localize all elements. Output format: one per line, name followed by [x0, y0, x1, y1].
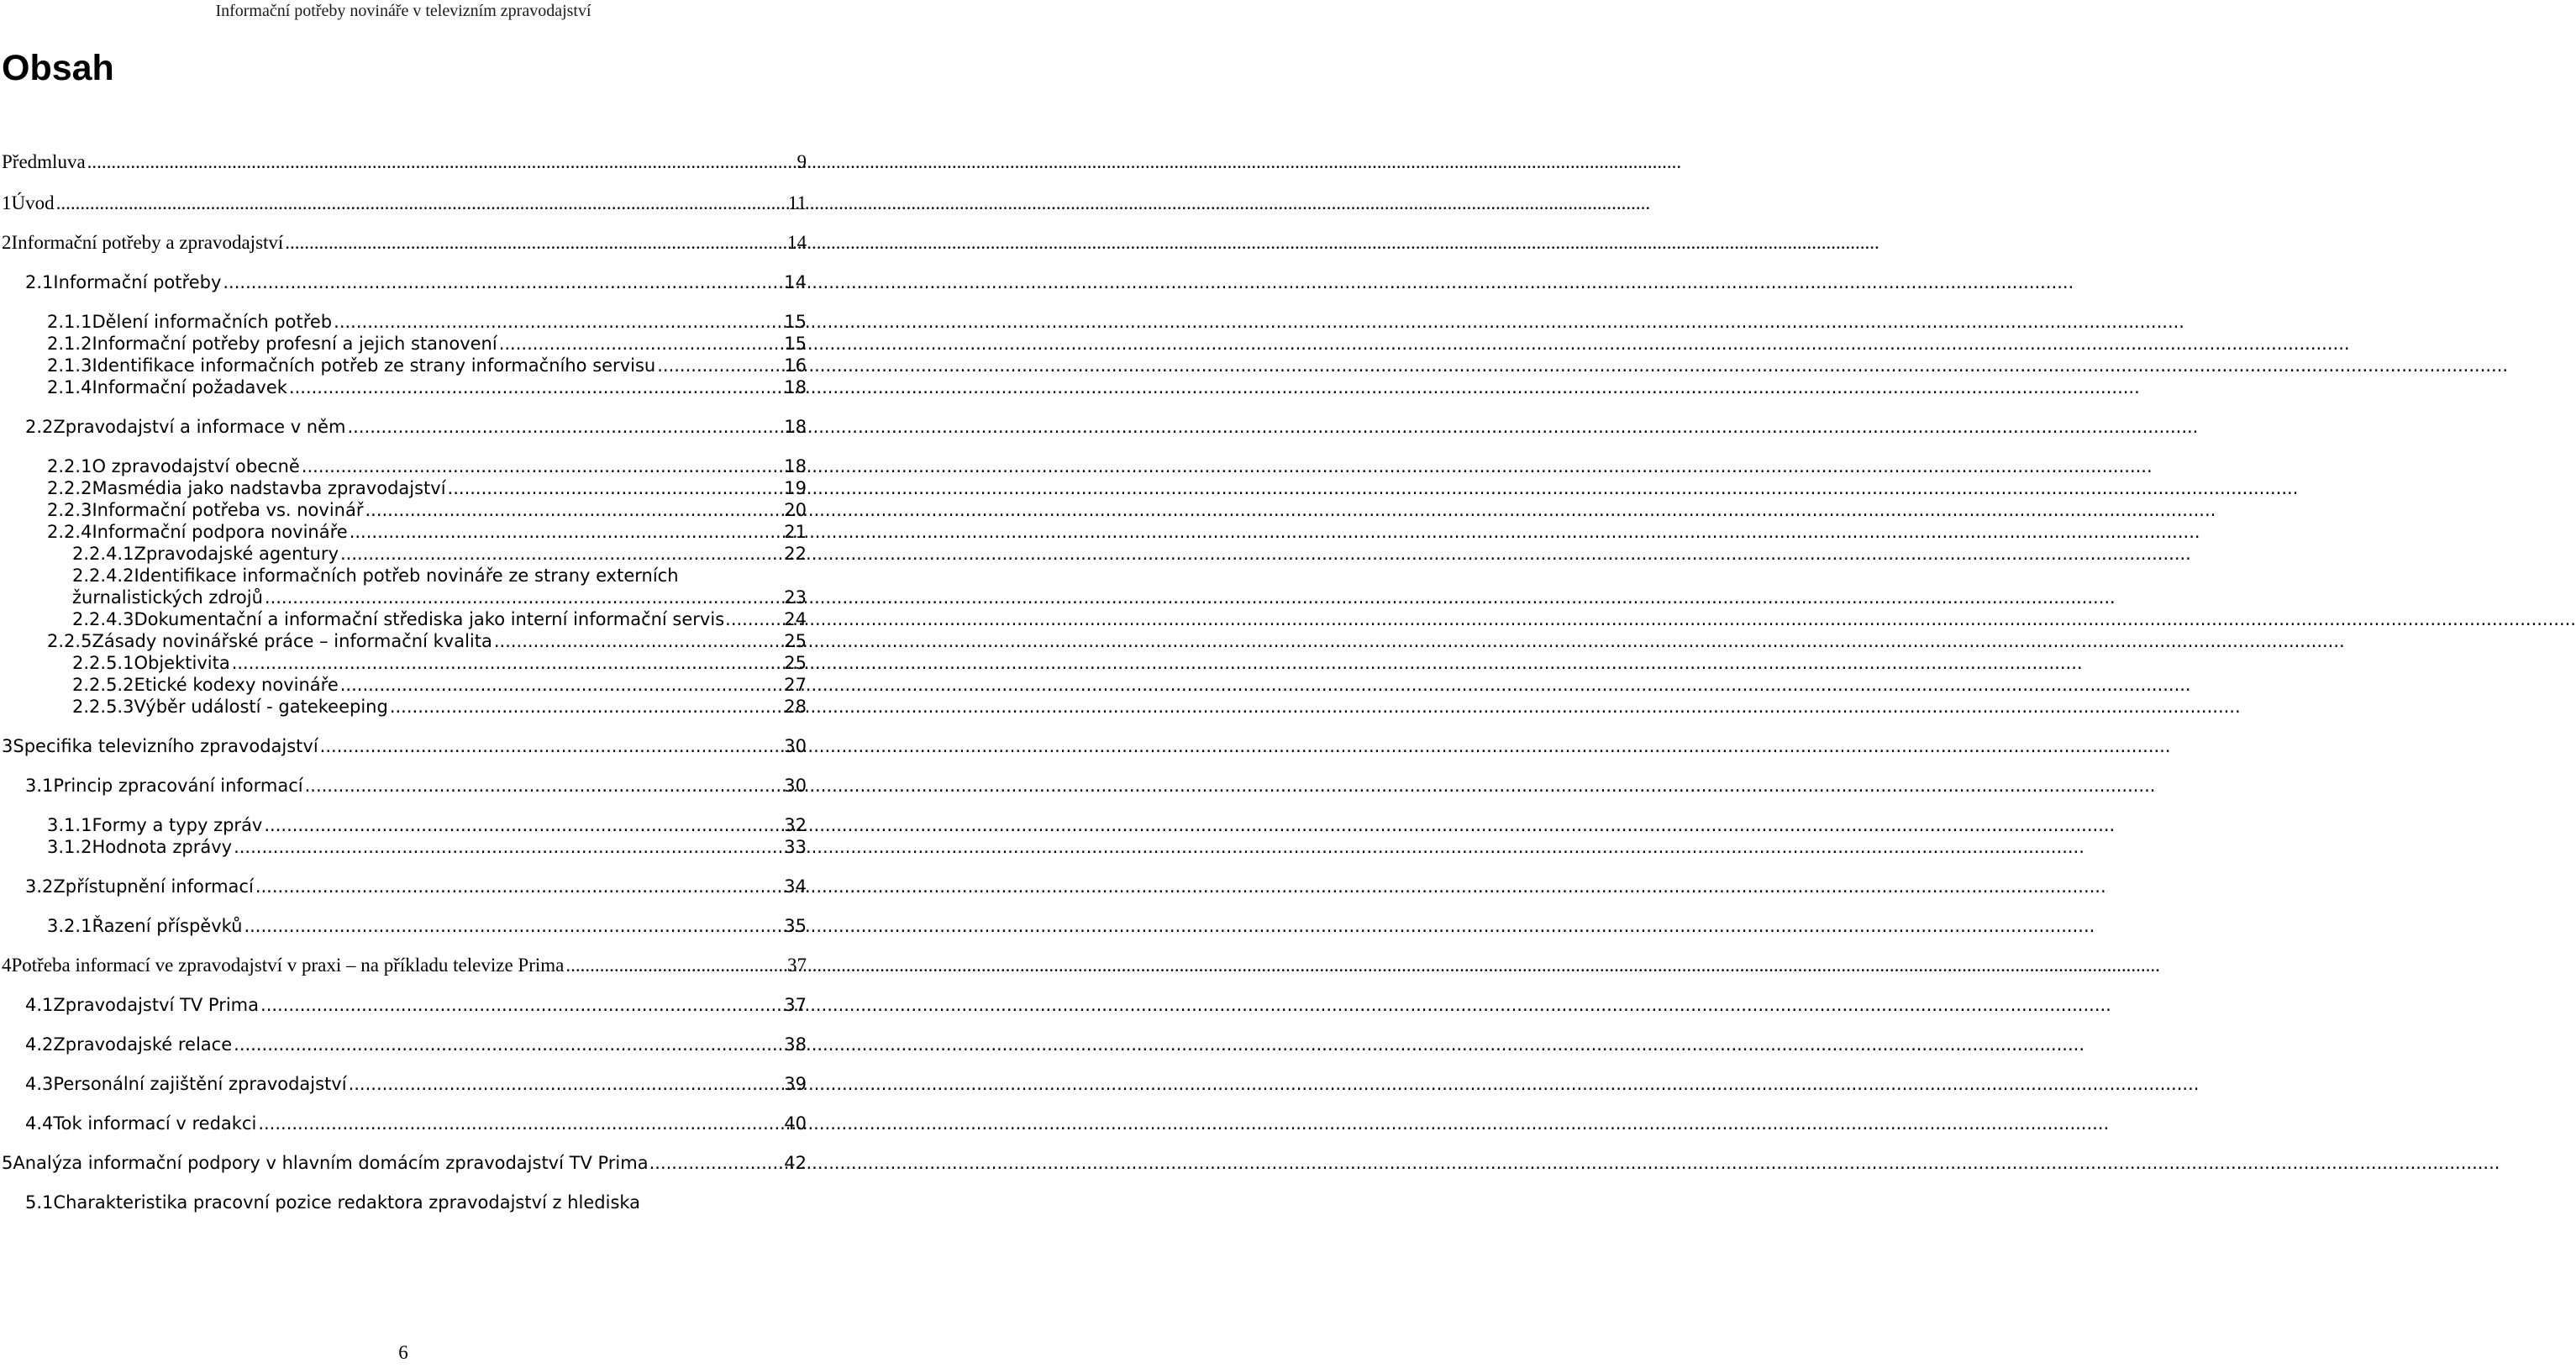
toc-entry-number: 5	[2, 1153, 13, 1173]
toc-entry-number: 2.2.1	[47, 456, 92, 476]
toc-entry-number: 4.1	[25, 995, 54, 1015]
toc-entry-number: 2.2	[25, 417, 54, 437]
toc-entry-page: 37	[787, 955, 807, 976]
toc-entry[interactable]	[47, 836, 807, 858]
toc-entry-label: Charakteristika pracovní pozice redaktora zpravodajství z hlediska	[53, 1192, 641, 1213]
toc-entry[interactable]	[47, 455, 807, 477]
toc-entry[interactable]	[47, 333, 807, 355]
toc-entry[interactable]	[47, 915, 807, 937]
toc-entry-number: 2.2.5.2	[72, 675, 134, 695]
toc-entry-number: 2.1.1	[47, 312, 92, 332]
toc-entry-number: 1	[2, 192, 12, 213]
dot-leader	[499, 333, 783, 355]
dot-leader	[223, 271, 782, 293]
toc-entry[interactable]	[25, 416, 807, 438]
toc-entry-page: 9	[796, 151, 807, 172]
toc-entry-label: Zpřístupnění informací	[53, 876, 254, 897]
toc-entry-label: Úvod	[11, 192, 55, 213]
dot-leader	[390, 696, 782, 718]
toc-entry[interactable]	[72, 674, 807, 696]
toc-entry-label: Formy a typy zpráv	[92, 815, 263, 835]
toc-entry[interactable]	[25, 876, 807, 897]
toc-entry[interactable]	[72, 543, 807, 565]
toc-entry-page: 35	[784, 916, 807, 936]
toc-entry-label: Identifikace informačních potřeb novináře ze strany externích	[134, 566, 679, 586]
dot-leader	[565, 955, 786, 976]
toc-entry-page: 30	[784, 736, 807, 756]
toc-entry-page: 15	[784, 334, 807, 354]
toc-entry-page: 42	[784, 1153, 807, 1173]
toc-entry-page: 40	[784, 1113, 807, 1134]
dot-leader	[320, 735, 783, 757]
toc-entry-number: 2.1	[25, 272, 54, 292]
toc-entry[interactable]	[72, 608, 807, 630]
dot-leader	[494, 630, 782, 652]
toc-entry-number: 2.1.4	[47, 377, 92, 397]
toc-entry-first-line[interactable]	[72, 565, 679, 587]
toc-entry-label: Informační potřeby	[53, 272, 222, 292]
toc-entry-number: 2.2.4	[47, 522, 92, 542]
toc-entry[interactable]	[47, 355, 807, 376]
page-title: Obsah	[2, 48, 114, 88]
dot-leader	[348, 416, 783, 438]
dot-leader	[340, 543, 782, 565]
toc-entry-number: 3.1.1	[47, 815, 92, 835]
toc-entry-label: Informační potřeby a zpravodajství	[11, 232, 284, 253]
toc-entry-number: 4.4	[25, 1113, 54, 1134]
toc-entry[interactable]	[47, 376, 807, 398]
dot-leader	[340, 674, 783, 696]
toc-entry[interactable]	[25, 775, 807, 797]
toc-entry[interactable]	[25, 271, 807, 293]
dot-leader	[657, 355, 782, 376]
toc-entry-label: Princip zpracování informací	[53, 776, 303, 796]
toc-entry-label: Tok informací v redakci	[53, 1113, 257, 1134]
toc-entry-label: Analýza informační podpory v hlavním domácím zpravodajství TV Prima	[13, 1153, 649, 1173]
toc-entry-page: 19	[784, 478, 807, 498]
toc-entry-page: 16	[784, 355, 807, 376]
toc-entry-label: Informační požadavek	[92, 377, 287, 397]
dot-leader	[349, 1073, 783, 1095]
toc-entry-number: 2.2.3	[47, 500, 92, 520]
toc-entry-page: 37	[784, 995, 807, 1015]
toc-entry-number: 3.1.2	[47, 837, 92, 857]
toc-entry-page: 11	[787, 192, 807, 213]
toc-entry-page: 24	[784, 609, 807, 629]
toc-entry-page: 18	[784, 456, 807, 476]
toc-entry-number: 2.2.5.1	[72, 653, 134, 673]
toc-entry[interactable]	[47, 521, 807, 543]
dot-leader	[255, 876, 782, 897]
toc-entry-label: Informační potřeby profesní a jejich stanovení	[92, 334, 497, 354]
toc-entry-page: 21	[784, 522, 807, 542]
toc-entry[interactable]	[2, 955, 807, 976]
toc-entry-number: 2.2.4.1	[72, 544, 134, 564]
dot-leader	[232, 652, 783, 674]
toc-entry-page: 20	[784, 500, 807, 520]
toc-entry-number: 4	[2, 955, 12, 976]
toc-entry-number: 5.1	[25, 1192, 54, 1213]
dot-leader	[725, 608, 783, 630]
dot-leader	[448, 477, 783, 499]
toc-entry[interactable]	[25, 1034, 807, 1055]
toc-entry-number: 2	[2, 232, 12, 253]
toc-entry-number: 2.2.4.3	[72, 609, 134, 629]
toc-entry-label: Objektivita	[134, 653, 230, 673]
toc-entry-number: 2.2.5	[47, 631, 92, 651]
toc-entry-label: Hodnota zprávy	[92, 837, 233, 857]
toc-entry-label-continued: žurnalistických zdrojů	[72, 587, 263, 608]
dot-leader	[265, 587, 782, 608]
toc-entry-label: Masmédia jako nadstavba zpravodajství	[92, 478, 446, 498]
toc-entry[interactable]	[25, 994, 807, 1016]
toc-entry-number: 2.2.5.3	[72, 697, 134, 717]
toc-entry-label: Personální zajištění zpravodajství	[53, 1074, 347, 1094]
toc-entry-number: 4.2	[25, 1034, 54, 1055]
toc-entry[interactable]	[25, 1192, 640, 1213]
toc-entry-label: Informační potřeba vs. novinář	[92, 500, 364, 520]
dot-leader	[350, 521, 783, 543]
toc-entry-label: Potřeba informací ve zpravodajství v praxi – na příkladu televize Prima	[11, 955, 565, 976]
toc-entry-label: Identifikace informačních potřeb ze strany informačního servisu	[92, 355, 656, 376]
toc-entry[interactable]	[25, 1073, 807, 1095]
running-header: Informační potřeby novináře v televizním zpravodajství	[215, 2, 591, 20]
toc-entry[interactable]	[2, 192, 807, 214]
dot-leader	[234, 1034, 782, 1055]
toc-entry-label: Výběr událostí - gatekeeping	[134, 697, 388, 717]
dot-leader	[264, 814, 782, 836]
toc-entry-number: 3.2.1	[47, 916, 92, 936]
toc-entry[interactable]	[2, 151, 807, 173]
dot-leader	[258, 1113, 782, 1134]
toc-entry-page: 18	[784, 377, 807, 397]
toc-entry-page: 22	[784, 544, 807, 564]
toc-entry-label: Dělení informačních potřeb	[92, 312, 333, 332]
dot-leader	[56, 192, 786, 214]
toc-entry-page: 14	[784, 272, 807, 292]
toc-entry-number: 2.1.2	[47, 334, 92, 354]
toc-entry[interactable]	[47, 311, 807, 333]
toc-entry-page: 30	[784, 776, 807, 796]
dot-leader	[234, 836, 782, 858]
toc-entry-number: 2.2.4.2	[72, 566, 134, 586]
toc-entry-page: 28	[784, 697, 807, 717]
toc-entry-page: 32	[784, 815, 807, 835]
toc-entry-label: Informační podpora novináře	[92, 522, 348, 542]
toc-entry-label: Zpravodajství TV Prima	[53, 995, 260, 1015]
toc-entry[interactable]	[47, 499, 807, 521]
dot-leader	[289, 376, 782, 398]
toc-entry-label: Dokumentační a informační střediska jako interní informační servis	[134, 609, 725, 629]
toc-entry[interactable]	[47, 814, 807, 836]
toc-entry[interactable]	[47, 630, 807, 652]
toc-entry-label: Zpravodajství a informace v něm	[53, 417, 346, 437]
toc-entry-page: 23	[784, 587, 807, 608]
toc-entry-label: Specifika televizního zpravodajství	[13, 736, 318, 756]
toc-entry-number: 2.1.3	[47, 355, 92, 376]
toc-entry-number: 4.3	[25, 1074, 54, 1094]
toc-entry[interactable]	[2, 232, 807, 254]
toc-entry-number: 3.2	[25, 876, 54, 897]
dot-leader	[334, 311, 782, 333]
dot-leader	[244, 915, 782, 937]
toc-entry-number: 2.2.2	[47, 478, 92, 498]
dot-leader	[87, 151, 796, 173]
toc-entry-page: 38	[784, 1034, 807, 1055]
page-number: 6	[398, 1342, 408, 1363]
toc-entry-page: 25	[784, 631, 807, 651]
toc-entry-label: O zpravodajství obecně	[92, 456, 300, 476]
toc-entry[interactable]	[2, 735, 807, 757]
toc-entry-label: Zpravodajské agentury	[134, 544, 339, 564]
dot-leader	[649, 1152, 784, 1174]
toc-entry-page: 18	[784, 417, 807, 437]
toc-entry-number: 3	[2, 736, 13, 756]
toc-entry-label: Předmluva	[2, 151, 86, 172]
toc-entry[interactable]	[72, 652, 807, 674]
toc-entry-label: Řazení příspěvků	[92, 916, 243, 936]
toc-entry-number: 3.1	[25, 776, 54, 796]
dot-leader	[365, 499, 782, 521]
toc-entry[interactable]	[2, 1152, 807, 1174]
toc-entry-page: 33	[784, 837, 807, 857]
toc-entry-page: 27	[784, 675, 807, 695]
dot-leader	[302, 455, 782, 477]
toc-entry[interactable]	[25, 1113, 807, 1134]
toc-entry[interactable]	[72, 696, 807, 718]
toc-entry-page: 25	[784, 653, 807, 673]
toc-entry-label: Etické kodexy novináře	[134, 675, 339, 695]
toc-entry-page: 15	[784, 312, 807, 332]
dot-leader	[260, 994, 782, 1016]
toc-entry-page: 14	[787, 232, 807, 253]
toc-entry-page: 39	[784, 1074, 807, 1094]
toc-entry-label: Zpravodajské relace	[53, 1034, 233, 1055]
toc-entry-label: Zásady novinářské práce – informační kvalita	[92, 631, 492, 651]
dot-leader	[285, 232, 786, 254]
toc-entry[interactable]	[72, 587, 807, 608]
dot-leader	[305, 775, 783, 797]
toc-entry-page: 34	[784, 876, 807, 897]
toc-entry[interactable]	[47, 477, 807, 499]
